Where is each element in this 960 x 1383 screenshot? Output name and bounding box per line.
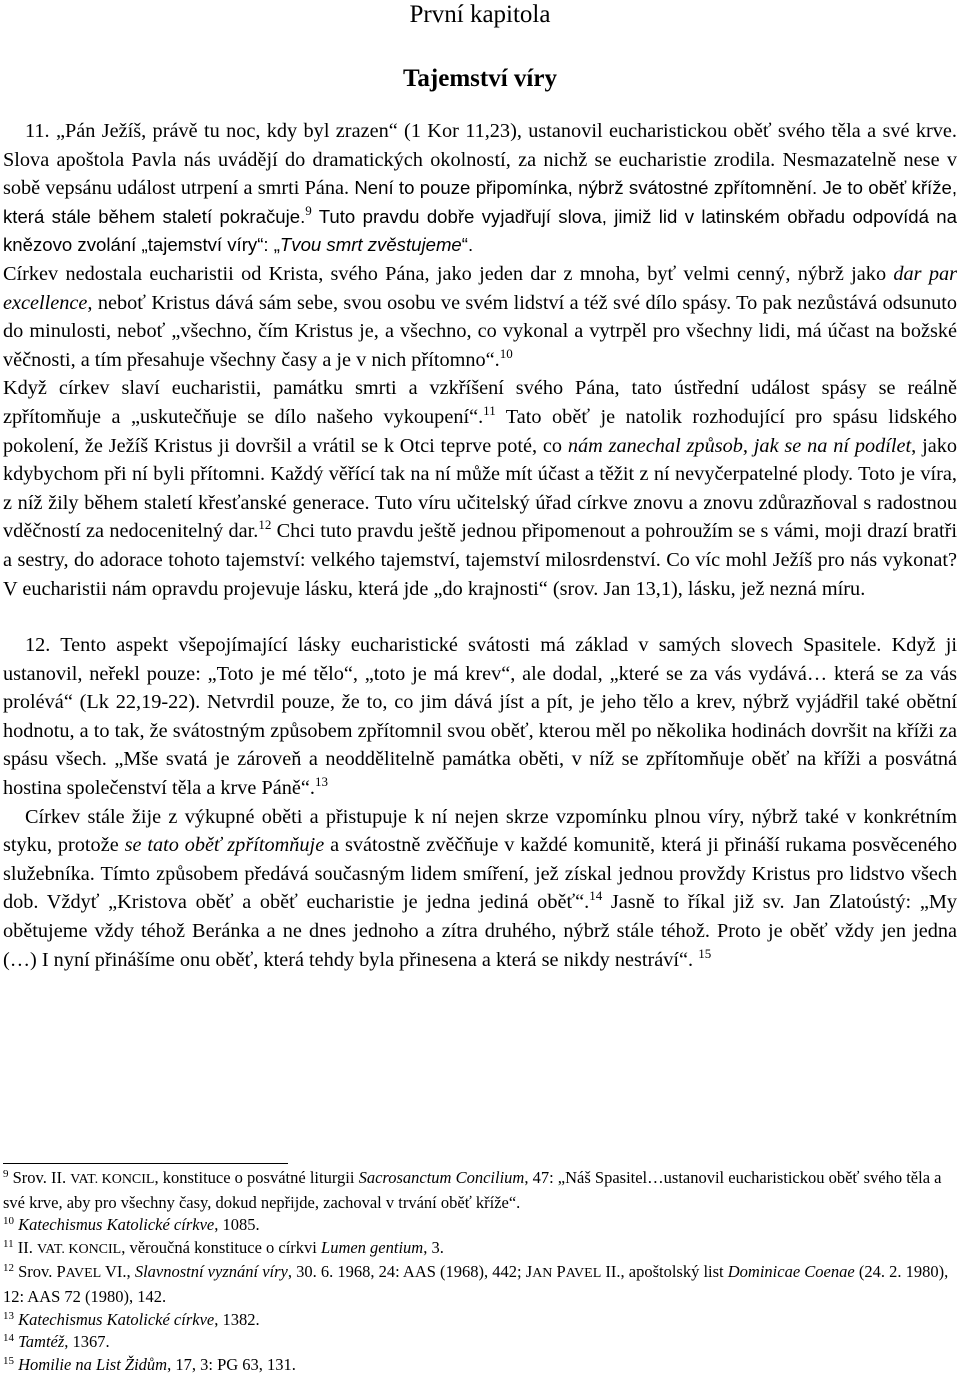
small-caps-text: AVEL — [565, 1266, 602, 1282]
small-caps-text: VAT. KONCIL — [70, 1172, 155, 1187]
footnote-13 — [3, 1309, 957, 1332]
footnote-text: Srov. P — [18, 1262, 66, 1282]
footnote-italic: Lumen gentium — [321, 1237, 424, 1257]
paragraph-12-intro — [3, 631, 957, 803]
footnote-text: , 3. — [423, 1237, 444, 1257]
small-caps-text: VAT. KONCIL — [36, 1241, 122, 1257]
footnote-italic: Tamtéž — [18, 1332, 65, 1352]
footnote-text: , 1085. — [214, 1215, 260, 1235]
paragraph-11-intro — [3, 117, 957, 260]
footnote-text: , 1367. — [64, 1332, 110, 1352]
text-run: 11. „Pán Ježíš, právě tu noc, kdy byl zrazen“ (1 Kor 11,23), ustanovil eucharistickou oběť svého těla a své krve. Slova apoštola Pavla nás uvádějí do dramatických okolností, za nichž se eucharistie zrodila. Nesmazatelně nese v sobě vepsánu událost utrpení a smrti Pána. — [3, 120, 957, 200]
chapter-heading: První kapitola — [409, 1, 551, 28]
sans-text-run: Není to pouze připomínka, nýbrž svátostné zpřítomnění. Je to oběť kříže, která stále během staletí pokračuje. — [3, 177, 957, 227]
footnote-number: 10 — [3, 1215, 14, 1228]
text-run: neboť Kristus dává sám sebe, svou osobu ve svém lidství a též své dílo spásy. To pak nezůstává odsunuto do minulosti, neboť „všechno, čím Kristus je, a všechno, co vykonal a vytrpěl pro všechny lidi, má účast na božské věčnosti, a tím přesahuje všechny časy a je v nich přítomno“. — [3, 291, 957, 371]
paragraph-12-church — [3, 803, 957, 975]
footnote-text: , 47: „Náš Spasitel…ustanovil eucharistickou oběť svého těla a své krve, aby pro všechny časy, dokud nepřijde, zachoval v trvání oběť kříže“. — [3, 1168, 942, 1212]
sans-text-run: “. — [461, 234, 474, 256]
text-run: Církev nedostala eucharistii od Krista, svého Pána, jako jeden dar z mnoha, byť velmi cenný, nýbrž jako — [3, 262, 894, 285]
text-run: , jako kdybychom při ní byli přítomni. Každý věřící tak na ní může mít účast a těžit z ní nevyčerpatelné plody. Toto je víra, z níž žily během staletí křesťanské generace. Tuto víru učitelský úřad církve znovu a znovu zdůrazňoval s radostnou vděčností za nedocenitelný dar. — [3, 434, 957, 543]
text-run: 12. Tento aspekt všepojímající lásky eucharistické svátosti má základ v samých slovech Spasitele. Když ji ustanovil, neřekl pouze: „Toto je mé tělo“, „toto je má krev“, ale dodal, „které se za vás vydává… která se za vás prolévá“ (Lk 22,19-22). Netvrdil pouze, že to, co jim dává jíst a pít, je jeho tělo a krev, nýbrž vyjádřil také obětní hodnotu, a to tak, že svátostným způsobem zpřítomnil svou oběť, kterou měl po několika hodinách dovršit na kříži za spásu všech. „Mše svatá je zároveň a neoddělitelně památka oběti, v níž se zpřítomňuje oběť na kříži a posvátná hostina společenství těla a krve Páně“. — [3, 634, 957, 800]
footnote-number: 13 — [3, 1309, 14, 1322]
text-run: a svátostně zvěčňuje v každé komunitě, která ji přináší rukama posvěceného služebníka. Tímto způsobem předává současným lidem smíření, jež získal jednou provždy Kristus pro lidstvo všech dob. Vždyť „Kristova oběť a oběť eucharistie je jedna jediná oběť“. — [3, 834, 957, 914]
footnote-italic: Dominicae Coenae — [727, 1262, 855, 1282]
footnote-italic: Katechismus Katolické církve — [18, 1215, 215, 1235]
small-caps-text: AN — [532, 1266, 553, 1282]
footnote-text: , 30. 6. 1968, 24: AAS (1968), 442; J — [287, 1262, 533, 1282]
chapter-title: Tajemství víry — [403, 65, 557, 92]
text-run: Jasně to říkal již sv. Jan Zlatoústý: „My obětujeme vždy téhož Beránka a ne dnes jednoho a zítra druhého, nýbrž stále téhož. Proto je oběť vždy jen jedna (…) I nyní přinášíme onu oběť, která tehdy byla přinesena a která se nikdy nestráví“. — [3, 891, 957, 971]
paragraph-11-gift — [3, 260, 957, 374]
footnote-text: , věroučná konstituce o církvi — [121, 1237, 322, 1257]
footnote-text: (24. 2. 1980), 12: AAS 72 (1980), 142. — [3, 1262, 949, 1306]
footnote-text: II., apoštolský list — [601, 1262, 728, 1282]
text-run: Církev stále žije z výkupné oběti a přistupuje k ní nejen skrze vzpomínku plnou víry, nýbrž také v konkrétním styku, protože — [3, 805, 957, 857]
sans-text-run: Tuto pravdu dobře vyjadřují slova, jimiž lid v latinském obřadu odpovídá na knězovo zvolání „tajemství víry“: „ — [3, 205, 957, 256]
footnote-text: , konstituce o posvátné liturgii — [154, 1168, 359, 1187]
footnote-text: VI., — [101, 1262, 135, 1282]
footnotes — [3, 1163, 957, 1376]
footnote-text: P — [552, 1262, 566, 1282]
small-caps-text: AVEL — [65, 1266, 102, 1282]
footnote-ref-11[interactable]: 11 — [483, 402, 496, 418]
footnote-number: 14 — [3, 1332, 14, 1345]
footnote-italic: Homilie na List Židům — [18, 1354, 168, 1374]
footnote-italic: Slavnostní vyznání víry — [134, 1262, 288, 1282]
footnote-11 — [3, 1237, 957, 1262]
footnote-ref-12[interactable]: 12 — [258, 517, 272, 533]
footnote-text: , 1382. — [214, 1309, 260, 1329]
footnote-number: 9 — [3, 1168, 9, 1180]
footnote-15 — [3, 1354, 957, 1377]
footnote-number: 12 — [3, 1262, 14, 1275]
footnote-text: II. — [17, 1237, 37, 1257]
italic-text-run: Tvou smrt zvěstujeme — [279, 234, 462, 256]
paragraph-11-celebration — [3, 374, 957, 603]
footnote-number: 15 — [3, 1354, 14, 1367]
text-run: Když církev slaví eucharistii, památku smrti a vzkříšení svého Pána, tato ústřední událost spásy se reálně zpřítomňuje a „uskutečňuje se dílo našeho vykoupení“. — [3, 377, 957, 428]
footnote-text: Srov. II. — [12, 1168, 71, 1187]
footnote-14 — [3, 1331, 957, 1354]
footnote-text: , 17, 3: PG 63, 131. — [167, 1354, 296, 1374]
body-text — [3, 117, 957, 974]
italic-text-run: dar par excellence, — [3, 262, 957, 314]
footnote-italic: Katechismus Katolické církve — [18, 1309, 215, 1329]
footnote-10 — [3, 1214, 957, 1237]
footnote-italic: Sacrosanctum Concilium — [358, 1168, 525, 1187]
italic-text-run: se tato oběť zpřítomňuje — [124, 834, 325, 857]
footnote-ref-10[interactable]: 10 — [499, 345, 513, 361]
footnote-ref-13[interactable]: 13 — [315, 774, 329, 790]
text-run: Tato oběť je natolik rozhodující pro spásu lidského pokolení, že Ježíš Kristus ji dovršil a vrátil se k Otci teprve poté, co — [3, 405, 957, 457]
text-run: Chci tuto pravdu ještě jednou připomenout a pohroužím se s vámi, moji drazí bratři a sestry, do adorace tohoto tajemství: velkého tajemství, tajemství milosrdenství. Co víc mohl Ježíš pro nás vykonat? V eucharistii nám opravdu projevuje lásku, která jde „do krajnosti“ (srov. Jan 13,1), lásku, jež nezná míru. — [3, 520, 958, 600]
footnote-ref-14[interactable]: 14 — [589, 888, 603, 904]
footnote-12 — [3, 1261, 957, 1308]
footnote-ref-15[interactable]: 15 — [698, 945, 712, 961]
footnote-divider — [3, 1163, 288, 1164]
footnote-9 — [3, 1167, 957, 1214]
italic-text-run: nám zanechal způsob, jak se na ní podílet — [567, 434, 912, 457]
footnote-number: 11 — [3, 1237, 14, 1250]
footnote-ref-9[interactable]: 9 — [305, 202, 312, 218]
